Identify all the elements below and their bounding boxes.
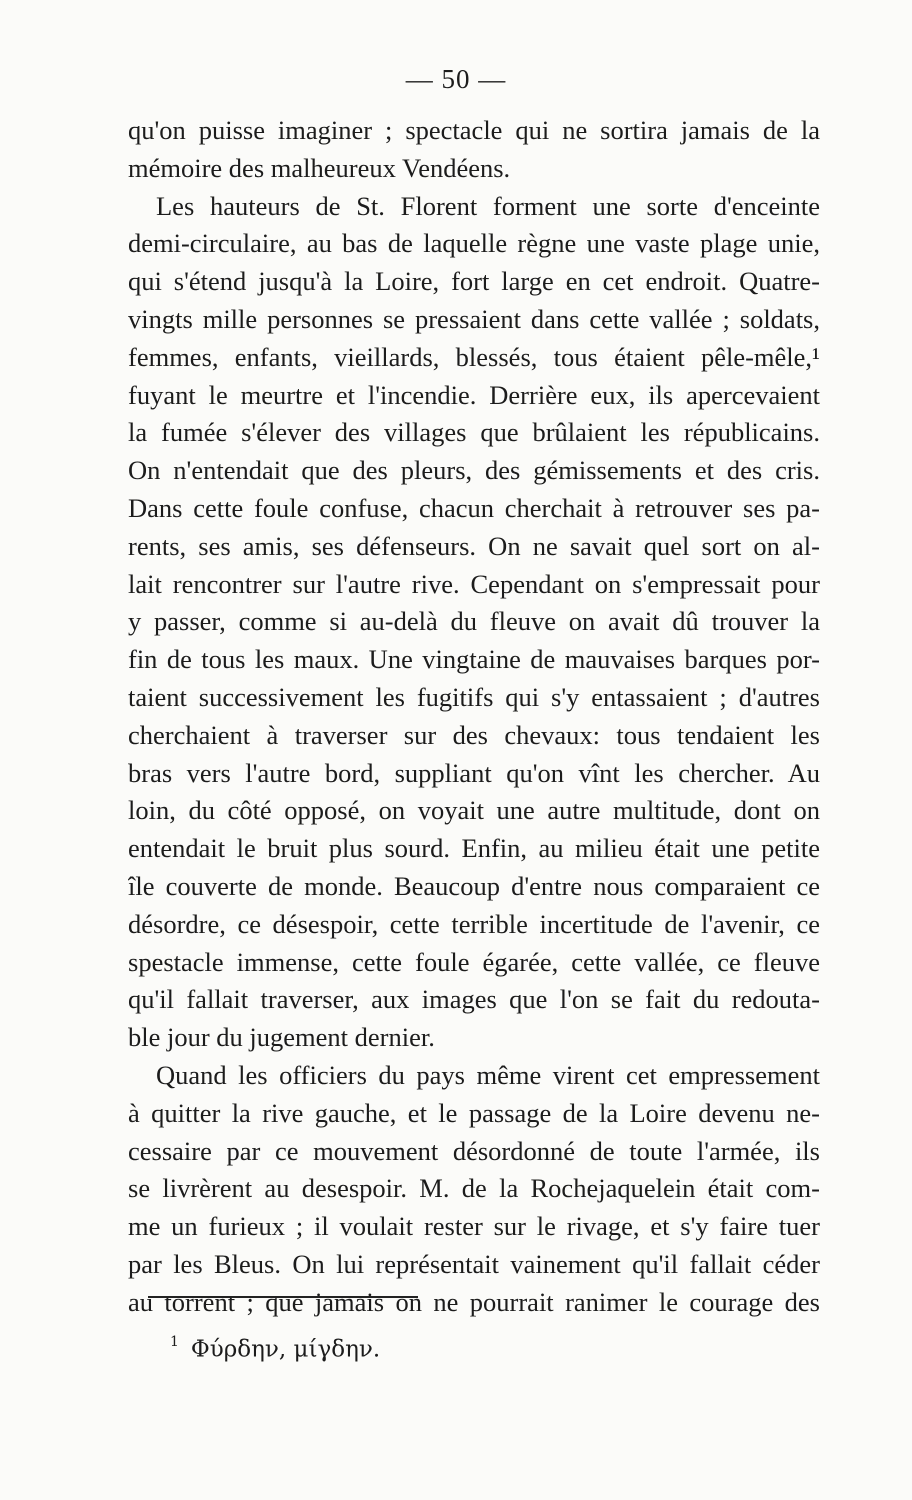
text-line: qu'on puisse imaginer ; spectacle qui ne sortira jamais de la: [128, 115, 820, 145]
text-line: entendait le bruit plus sourd. Enfin, au milieu était une petite: [128, 833, 820, 864]
text-line: y passer, comme si au-delà du fleuve on avait dû trouver la: [128, 606, 820, 637]
text-line: cessaire par ce mouvement désordonné de toute l'armée, ils: [128, 1135, 820, 1166]
text-line: la fumée s'élever des villages que brûlaient les républicains.: [128, 417, 820, 448]
text-line: spestacle immense, cette foule égarée, cette vallée, ce fleuve: [128, 946, 820, 977]
text-line: taient successivement les fugitifs qui s'y entassaient ; d'autres: [128, 681, 820, 712]
text-line: vingts mille personnes se pressaient dans cette vallée ; soldats,: [128, 303, 820, 334]
text-line: au torrent ; que jamais on ne pourrait ranimer le courage des: [128, 1286, 820, 1317]
text-line: Les hauteurs de St. Florent forment une sorte d'enceinte: [156, 190, 820, 221]
text-line: se livrèrent au desespoir. M. de la Rochejaquelein était com-: [128, 1173, 820, 1204]
text-line: femmes, enfants, vieillards, blessés, tous étaient pêle-mêle,¹: [128, 341, 820, 372]
body-text: [128, 112, 820, 1322]
footnote: [170, 1336, 380, 1363]
text-line: rents, ses amis, ses défenseurs. On ne savait quel sort on al-: [128, 530, 820, 561]
text-line: qui s'étend jusqu'à la Loire, fort large en cet endroit. Quatre-: [128, 266, 820, 297]
text-line: cherchaient à traverser sur des chevaux: tous tendaient les: [128, 719, 820, 750]
footnote-text: Φύρδην, μίγδην.: [190, 1336, 381, 1363]
footnote-marker: 1: [170, 1334, 179, 1350]
text-line: me un furieux ; il voulait rester sur le rivage, et s'y faire tuer: [128, 1211, 820, 1242]
footnote-divider: [148, 1296, 418, 1298]
text-line: Quand les officiers du pays même virent cet empressement: [156, 1059, 820, 1090]
text-line: Dans cette foule confuse, chacun cherchait à retrouver ses pa-: [128, 492, 820, 523]
text-line: fuyant le meurtre et l'incendie. Derrière eux, ils apercevaient: [128, 379, 820, 410]
text-line: à quitter la rive gauche, et le passage de la Loire devenu ne-: [128, 1097, 820, 1128]
text-line: bras vers l'autre bord, suppliant qu'on vînt les chercher. Au: [128, 757, 820, 788]
text-line: fin de tous les maux. Une vingtaine de mauvaises barques por-: [128, 644, 820, 675]
text-line: par les Bleus. On lui représentait vainement qu'il fallait céder: [128, 1248, 820, 1279]
text-line: loin, du côté opposé, on voyait une autre multitude, dont on: [128, 795, 820, 826]
text-line: demi-circulaire, au bas de laquelle règne une vaste plage unie,: [128, 228, 820, 259]
text-line: mémoire des malheureux Vendéens.: [128, 152, 511, 183]
text-line: île couverte de monde. Beaucoup d'entre nous comparaient ce: [128, 870, 820, 901]
text-line: On n'entendait que des pleurs, des gémissements et des cris.: [128, 455, 820, 486]
text-line: ble jour du jugement dernier.: [128, 1022, 435, 1053]
text-line: désordre, ce désespoir, cette terrible incertitude de l'avenir, ce: [128, 908, 820, 939]
text-line: qu'il fallait traverser, aux images que l'on se fait du redouta-: [128, 984, 820, 1015]
text-line: lait rencontrer sur l'autre rive. Cependant on s'empressait pour: [128, 568, 820, 599]
page-number: — 50 —: [405, 64, 507, 94]
